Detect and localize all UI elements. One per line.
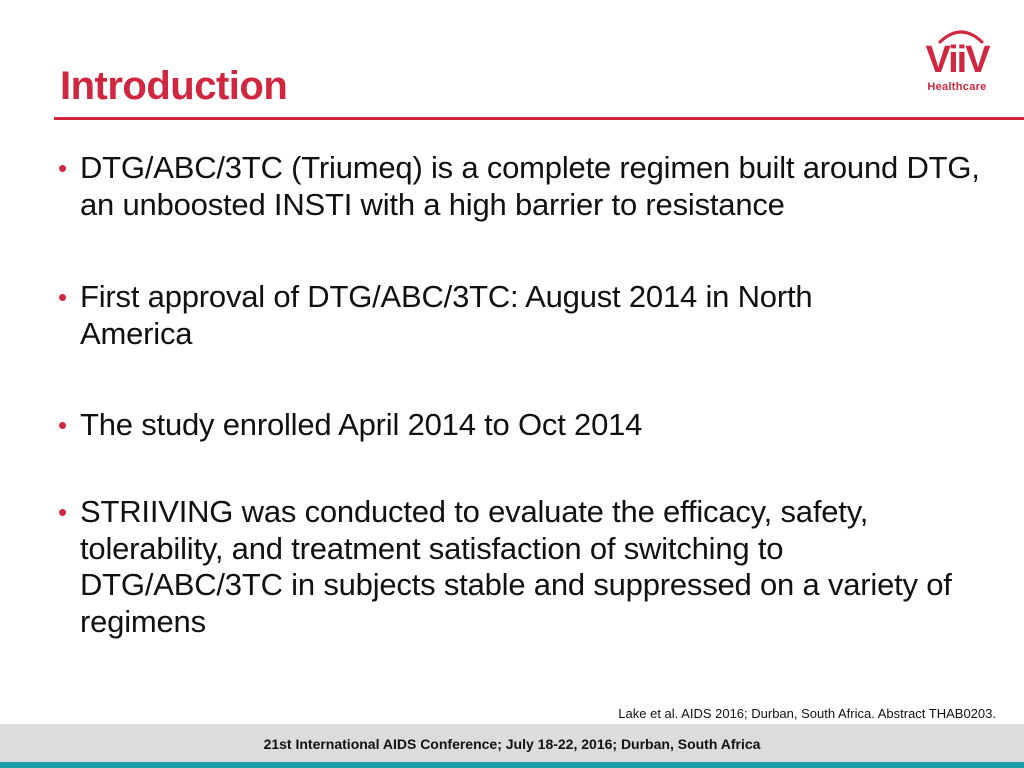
bullet-marker: • [58, 410, 68, 440]
bullet-marker: • [58, 282, 68, 312]
bottom-stripe [0, 762, 1024, 768]
citation: Lake et al. AIDS 2016; Durban, South Africa. Abstract THAB0203. [618, 706, 996, 721]
bullet-marker: • [58, 153, 68, 183]
footer-text: 21st International AIDS Conference; July 18-22, 2016; Durban, South Africa [263, 736, 761, 752]
bullet-item [58, 407, 1008, 444]
bullet-item [58, 279, 1008, 352]
logo-wordmark: ViiV [925, 39, 989, 81]
footer-bar [0, 724, 1024, 762]
bullet-text: DTG/ABC/3TC (Triumeq) is a complete regimen built around DTG, an unboosted INSTI with a high barrier to resistance [80, 150, 980, 222]
bullet-item [58, 494, 1008, 640]
bullet-text: First approval of DTG/ABC/3TC: August 2014 in North America [80, 279, 813, 351]
slide-title: Introduction [60, 64, 288, 108]
bullet-text: The study enrolled April 2014 to Oct 2014 [80, 407, 643, 442]
viiv-logo [914, 26, 1000, 98]
logo-subtitle: Healthcare [927, 81, 987, 93]
bullet-marker: • [58, 497, 68, 527]
bullet-text: STRIIVING was conducted to evaluate the efficacy, safety, tolerability, and treatment satisfaction of switching to DTG/ABC/3TC in subjects stable and suppressed on a variety of regimens [80, 494, 952, 639]
title-divider [54, 117, 1024, 120]
bullet-item [58, 150, 1008, 223]
